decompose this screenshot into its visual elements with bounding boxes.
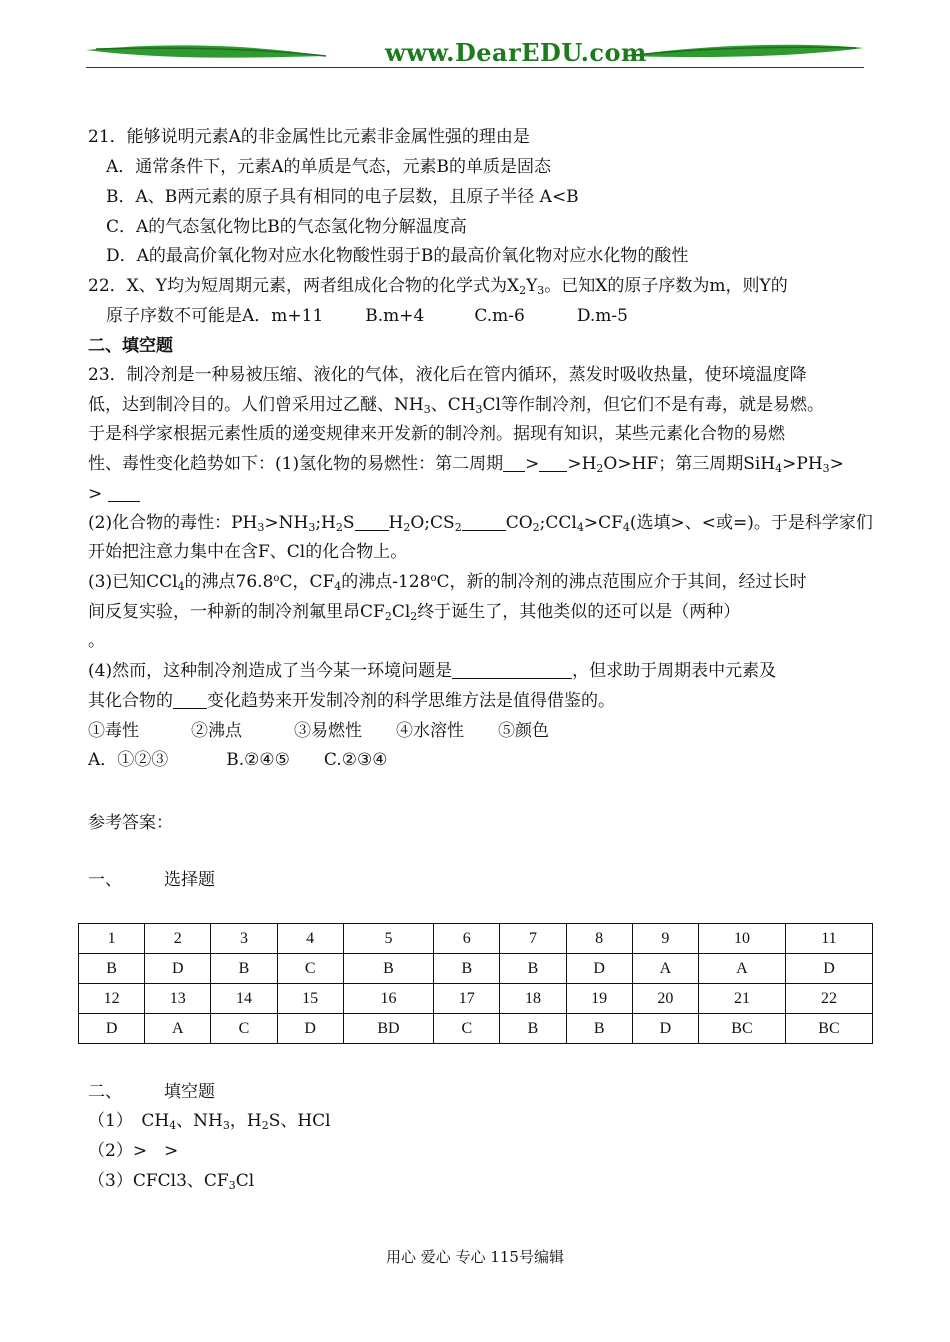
- table-cell: BC: [785, 1014, 872, 1044]
- table-cell: 6: [434, 924, 500, 954]
- fill-answer-1: （1） $CH_4$、$NH_3$，$H_2S$、HCl: [88, 1111, 331, 1132]
- q23-p5: >: [88, 479, 140, 509]
- q21-option-d: D．A的最高价氧化物对应水化物酸性弱于B的最高价氧化物对应水化物的酸性: [106, 246, 689, 266]
- q23-choices: ①毒性 ②沸点 ③易燃性 ④水溶性 ⑤颜色: [88, 721, 549, 741]
- table-cell: 14: [211, 984, 277, 1014]
- table-cell: 2: [145, 924, 211, 954]
- q21-option-c: C．A的气态氢化物比B的气态氢化物分解温度高: [106, 217, 467, 237]
- q23-p2: 低，达到制冷目的。人们曾采用过乙醚、$NH_3$、$CH_3Cl$等作制冷剂，但它们不是有毒，就是易燃。: [88, 395, 824, 416]
- q23-answers: A．①②③ B.②④⑤ C.②③④: [88, 750, 388, 770]
- table-cell: 4: [277, 924, 343, 954]
- table-cell: B: [79, 954, 145, 984]
- q21-stem: 21．能够说明元素A的非金属性比元素非金属性强的理由是: [88, 127, 530, 147]
- table-cell: D: [785, 954, 872, 984]
- q21-option-a: A．通常条件下，元素A的单质是气态，元素B的单质是固态: [106, 157, 552, 177]
- q23-p11: (4)然而，这种制冷剂造成了当今某一环境问题是 ，但求助于周期表中元素及: [88, 661, 777, 681]
- table-cell: 7: [500, 924, 566, 954]
- table-cell: 9: [632, 924, 698, 954]
- page-footer: 用心 爱心 专心 115号编辑: [386, 1248, 564, 1266]
- header-rule: [86, 67, 864, 68]
- q22-stem: 22．X、Y均为短周期元素，两者组成化合物的化学式为$X_2Y_3$。已知X的原子序数为m，则Y的: [88, 276, 788, 297]
- table-cell: 11: [785, 924, 872, 954]
- table-cell: 18: [500, 984, 566, 1014]
- table-cell: D: [277, 1014, 343, 1044]
- table-cell: 17: [434, 984, 500, 1014]
- table-cell: BC: [698, 1014, 785, 1044]
- table-cell: C: [434, 1014, 500, 1044]
- q23-p1: 23．制冷剂是一种易被压缩、液化的气体，液化后在管内循环，蒸发时吸收热量，使环境温度降: [88, 365, 807, 385]
- table-cell: D: [79, 1014, 145, 1044]
- table-cell: D: [566, 954, 632, 984]
- answer-table: [78, 923, 873, 1044]
- table-cell: B: [566, 1014, 632, 1044]
- section-title: 二、填空题: [88, 336, 173, 356]
- table-cell: 22: [785, 984, 872, 1014]
- table-cell: A: [698, 954, 785, 984]
- table-cell: 21: [698, 984, 785, 1014]
- table-cell: 19: [566, 984, 632, 1014]
- reference-title: 参考答案：: [88, 813, 173, 833]
- q23-p7: 开始把注意力集中在含F、Cl的化合物上。: [88, 542, 408, 562]
- site-name[interactable]: www.DearEDU.com: [385, 38, 647, 67]
- table-cell: D: [632, 1014, 698, 1044]
- table-cell: 3: [211, 924, 277, 954]
- table-cell: B: [500, 954, 566, 984]
- q21-option-b: B．A、B两元素的原子具有相同的电子层数，且原子半径 A<B: [106, 187, 579, 207]
- table-row: [79, 954, 873, 984]
- q23-p10: 。: [88, 631, 105, 651]
- table-cell: B: [211, 954, 277, 984]
- fill-answer-3: （3）CFCl3、$CF_3Cl$: [88, 1171, 255, 1192]
- q22-options: 原子序数不可能是A．m+11 B.m+4 C.m-6 D.m-5: [106, 306, 628, 326]
- table-cell: 12: [79, 984, 145, 1014]
- q23-p12: 其化合物的 变化趋势来开发制冷剂的科学思维方法是值得借鉴的。: [88, 691, 615, 711]
- table-cell: B: [500, 1014, 566, 1044]
- table-cell: 5: [343, 924, 433, 954]
- reference-part1: 一、 选择题: [88, 870, 215, 890]
- table-cell: 13: [145, 984, 211, 1014]
- table-row: [79, 1014, 873, 1044]
- table-cell: 15: [277, 984, 343, 1014]
- table-cell: B: [343, 954, 433, 984]
- table-row: [79, 984, 873, 1014]
- q23-p9: 间反复实验，一种新的制冷剂氟里昂$CF_2Cl_2$终于诞生了，其他类似的还可以是（两种）: [88, 602, 741, 623]
- q23-p3: 于是科学家根据元素性质的递变规律来开发新的制冷剂。据现有知识，某些元素化合物的易燃: [88, 424, 785, 444]
- table-cell: 16: [343, 984, 433, 1014]
- q23-p4: 性、毒性变化趋势如下：(1)氢化物的易燃性：第二周期 > $>H_2O>HF$；第三周期$SiH_4>PH_3>$: [88, 454, 844, 475]
- q23-p6: (2)化合物的毒性：$PH_3>NH_3;H_2S$ $H_2O;CS_2$ $CO_2;CCl_4>CF_4$(选填>、<或=)。于是科学家们: [88, 513, 873, 534]
- table-cell: A: [632, 954, 698, 984]
- table-cell: C: [211, 1014, 277, 1044]
- table-cell: B: [434, 954, 500, 984]
- table-cell: BD: [343, 1014, 433, 1044]
- table-row: [79, 924, 873, 954]
- table-cell: 1: [79, 924, 145, 954]
- table-cell: 10: [698, 924, 785, 954]
- q23-p8: (3)已知CCl$_4$的沸点76.8$^o$C，$CF_4$的沸点-128$^o$C，新的制冷剂的沸点范围应介于其间，经过长时: [88, 572, 807, 593]
- table-cell: 8: [566, 924, 632, 954]
- table-cell: D: [145, 954, 211, 984]
- table-cell: C: [277, 954, 343, 984]
- table-cell: A: [145, 1014, 211, 1044]
- table-cell: 20: [632, 984, 698, 1014]
- reference-part2: 二、 填空题: [88, 1082, 215, 1102]
- fill-answer-2: （2）> >: [88, 1141, 179, 1161]
